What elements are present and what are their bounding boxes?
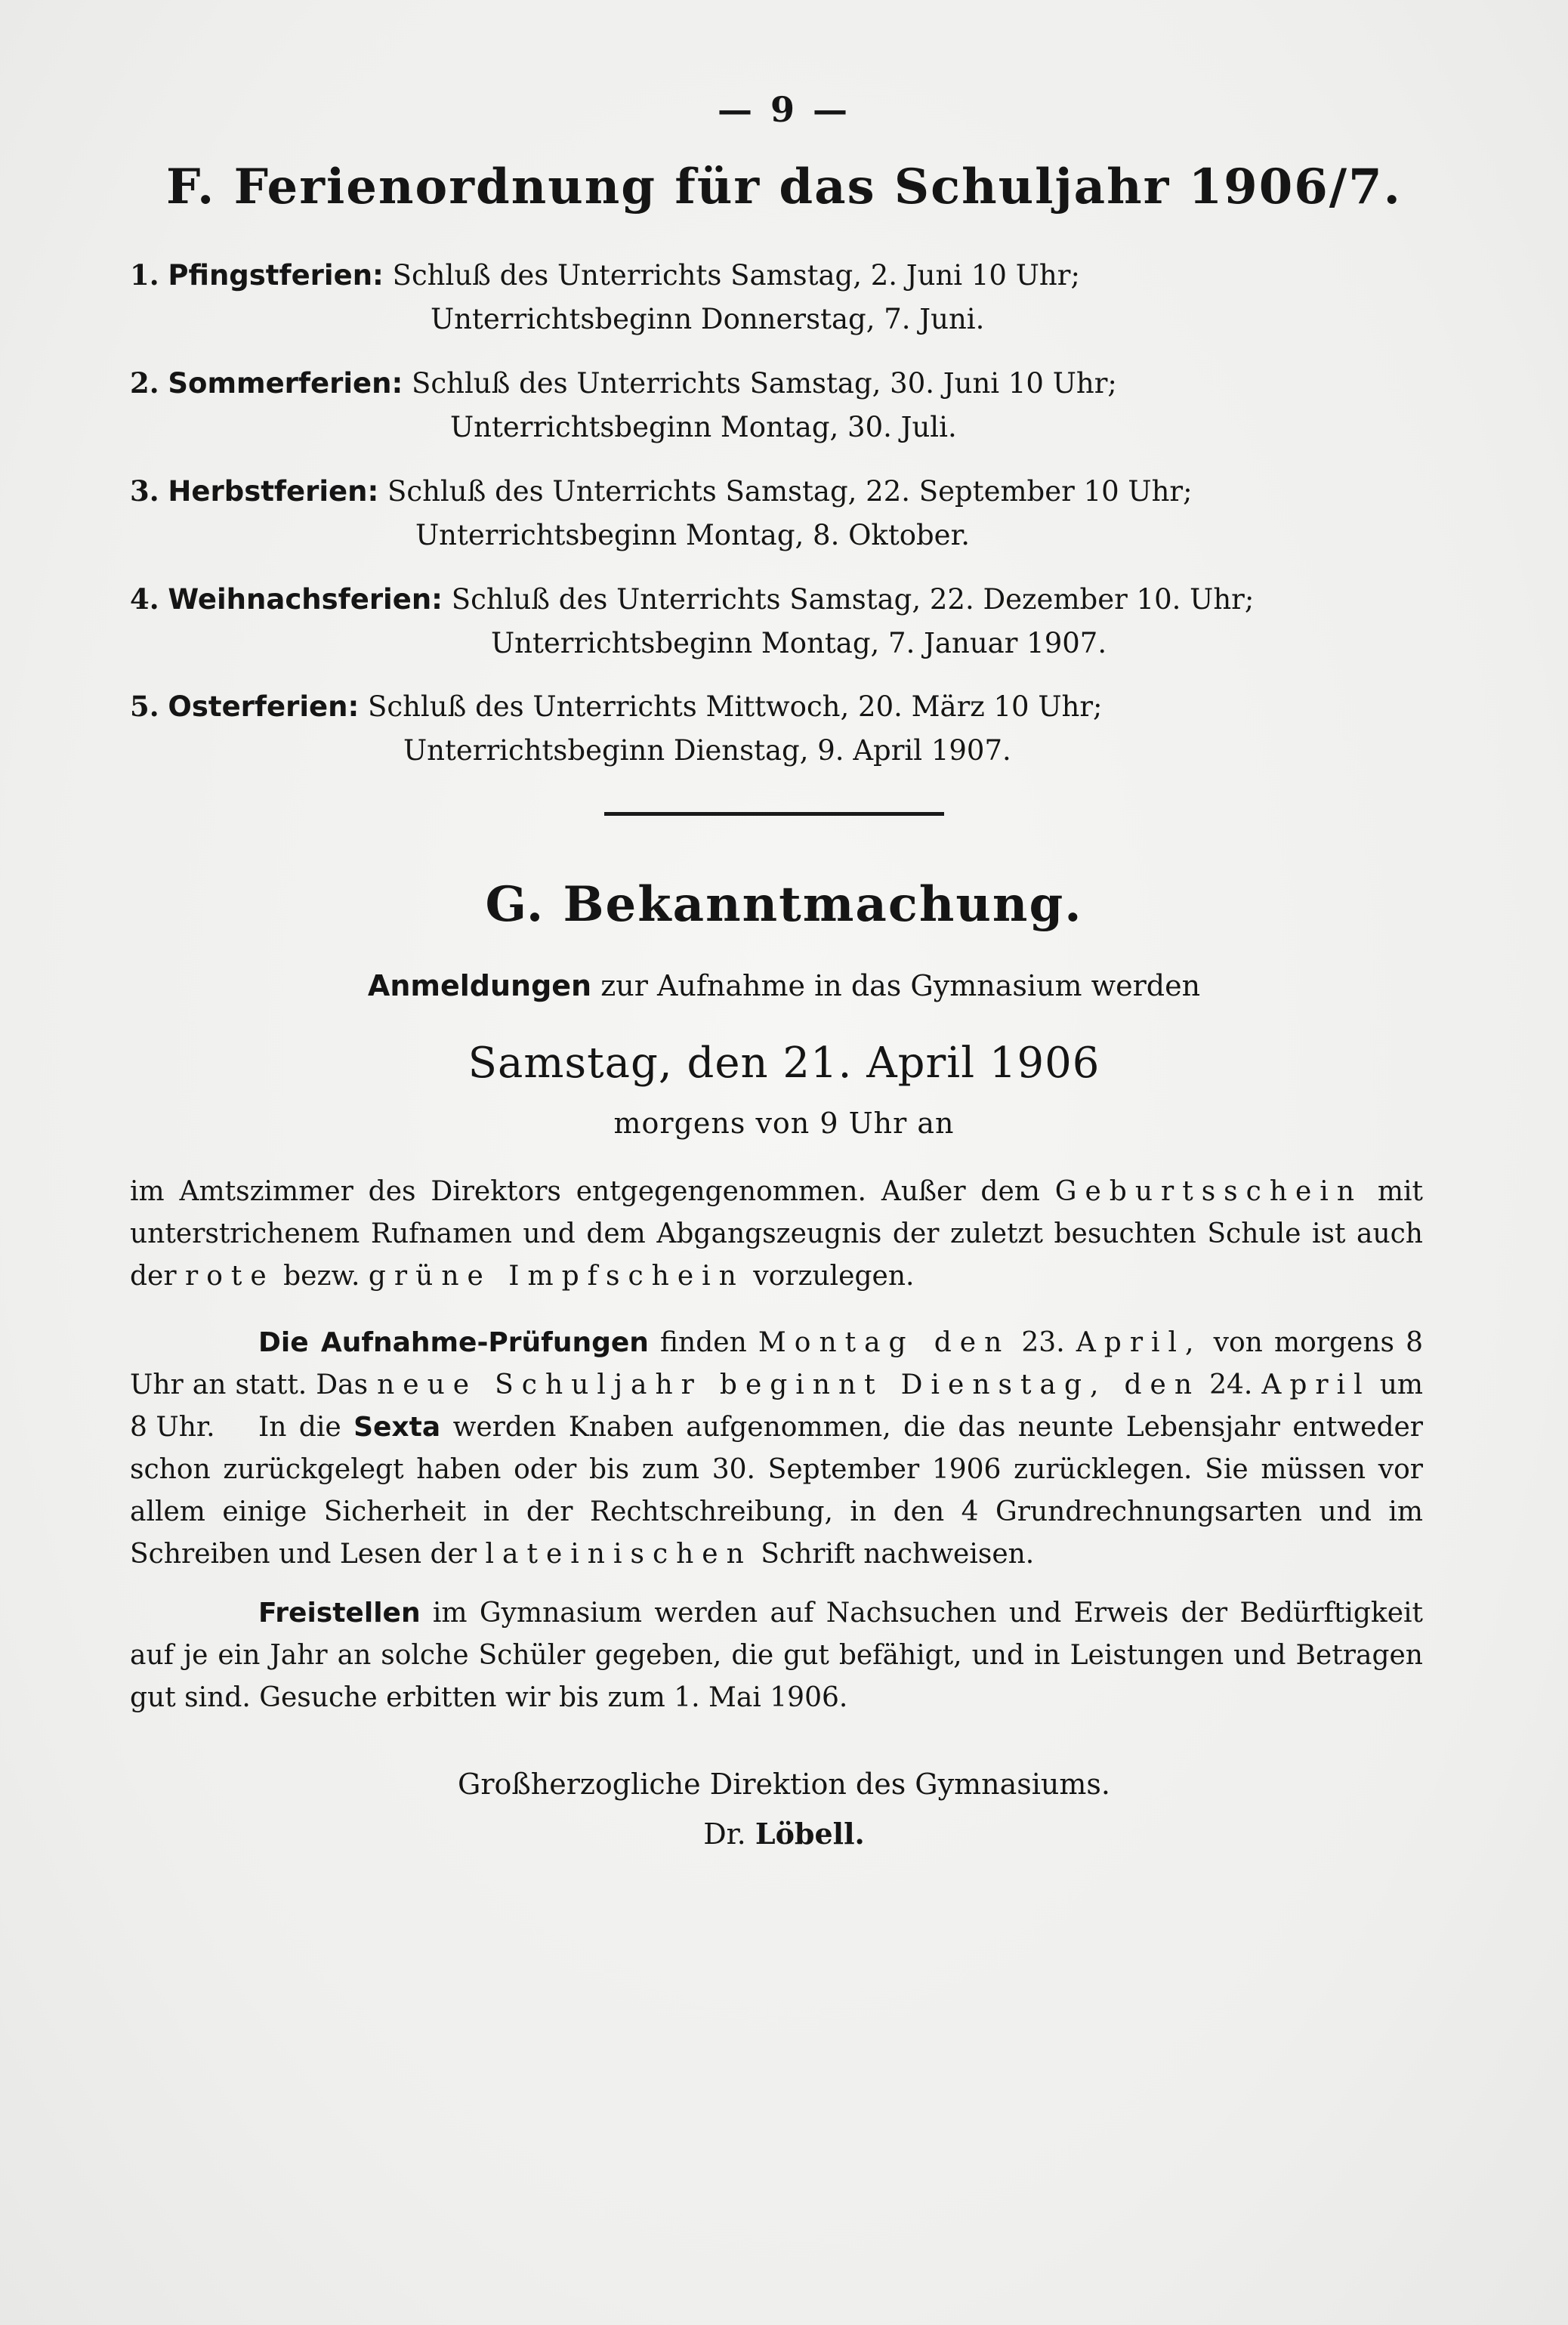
registration-intro [0,969,1568,1002]
vacation-item-pfingstferien [130,253,1080,341]
vacation-resume: Unterrichtsbeginn Dienstag, 9. April 1907. [403,734,1011,767]
para-spaced-text: April, [1076,1327,1202,1358]
para-spaced-text: lateinischen [485,1539,752,1570]
vacation-name: Sommerferien: [168,367,403,400]
para-text: im Amtszimmer des Direktors entgegengenommen. Außer dem [130,1176,1040,1207]
vacation-end: Schluß des Unterrichts Samstag, 22. September 10 Uhr; [387,475,1193,508]
section-f-heading: F. Ferienordnung für das Schuljahr 1906/7. [166,159,1402,215]
vacation-resume: Unterrichtsbeginn Montag, 8. Oktober. [415,519,970,551]
para-text: In die [258,1412,341,1443]
para-text: werden Knaben aufgenommen, die das neunte Lebensjahr entweder schon zurückgelegt haben oder bis zum 30. September 1906 zurücklegen. Sie müssen vor allem einige Sicherheit in der Rechtschreibung, in den 4 Grundrechnungsarten und im Schreiben und Lesen der [130,1412,1423,1570]
para-text: von morgens 8 Uhr an statt. Das [130,1327,1423,1400]
para-text: vorzulegen. [753,1261,915,1292]
signoff: Großherzogliche Direktion des Gymnasiums. [457,1768,1111,1801]
registration-time: morgens von 9 Uhr an [613,1107,955,1140]
page-number: — 9 — [717,89,851,130]
signer [0,1817,1568,1851]
para-lead: Freistellen [258,1598,421,1629]
vacation-resume: Unterrichtsbeginn Montag, 7. Januar 1907. [491,627,1107,659]
intro-bold: Anmeldungen [367,969,592,1002]
documents-paragraph [130,1171,1423,1298]
para-spaced-text: Montag den [758,1327,1011,1358]
vacation-name: Osterferien: [168,690,360,723]
para-text: mit unterstrichenem Rufnamen und dem Abgangszeugnis der zuletzt besuchten Schule ist auch der [130,1176,1423,1292]
intro-rest: zur Aufnahme in das Gymnasium werden [600,969,1201,1002]
para-spaced-text: neue Schuljahr beginnt Dienstag, den [377,1369,1201,1400]
para-text: bezw. [283,1261,360,1292]
para-text: um 8 Uhr. [130,1369,1424,1443]
section-g-heading: G. Bekanntmachung. [485,876,1083,933]
vacation-item-sommerferien [130,361,1117,449]
para-spaced-text: Geburtsschein [1054,1176,1363,1207]
vacation-item-herbstferien [130,469,1193,557]
para-text: 23. [1021,1327,1065,1358]
vacation-name: Pfingstferien: [168,259,384,292]
signer-name: Löbell. [755,1817,865,1851]
item-number: 1. [130,258,159,292]
para-lead: Die Aufnahme-Prüfungen [258,1327,649,1358]
registration-date: Samstag, den 21. April 1906 [468,1039,1100,1088]
vacation-item-weihnachsferien [130,577,1254,665]
vacation-name: Herbstferien: [168,475,379,508]
para-text: 24. [1209,1369,1253,1400]
item-number: 4. [130,582,159,616]
para-spaced-text: April [1261,1369,1371,1400]
para-spaced-text: rote [185,1261,275,1292]
vacation-item-osterferien [130,684,1103,773]
item-number: 2. [130,366,159,400]
vacation-end: Schluß des Unterrichts Samstag, 22. Dezember 10. Uhr; [451,583,1255,616]
scholarship-paragraph [130,1592,1423,1719]
vacation-end: Schluß des Unterrichts Mittwoch, 20. März 10 Uhr; [368,690,1103,723]
item-number: 5. [130,690,159,723]
sexta-paragraph [130,1406,1423,1576]
para-text: finden [660,1327,747,1358]
signer-title: Dr. [703,1817,746,1851]
vacation-end: Schluß des Unterrichts Samstag, 30. Juni 10 Uhr; [412,367,1117,400]
para-text: Schrift nachweisen. [761,1539,1035,1570]
vacation-resume: Unterrichtsbeginn Montag, 30. Juli. [450,411,957,443]
para-text: im Gymnasium werden auf Nachsuchen und Erweis der Bedürftigkeit auf je ein Jahr an solche Schüler gegeben, die gut befähigt, und in Leistungen und Betragen gut sind. Gesuche erbitten wir bis zum 1. Mai 1906. [130,1598,1423,1713]
section-divider [604,812,944,816]
vacation-resume: Unterrichtsbeginn Donnerstag, 7. Juni. [431,303,985,335]
para-spaced-text: grüne Impfschein [368,1261,745,1292]
vacation-name: Weihnachsferien: [168,583,443,616]
item-number: 3. [130,474,159,508]
vacation-end: Schluß des Unterrichts Samstag, 2. Juni 10 Uhr; [392,259,1080,292]
para-bold-text: Sexta [353,1412,441,1443]
